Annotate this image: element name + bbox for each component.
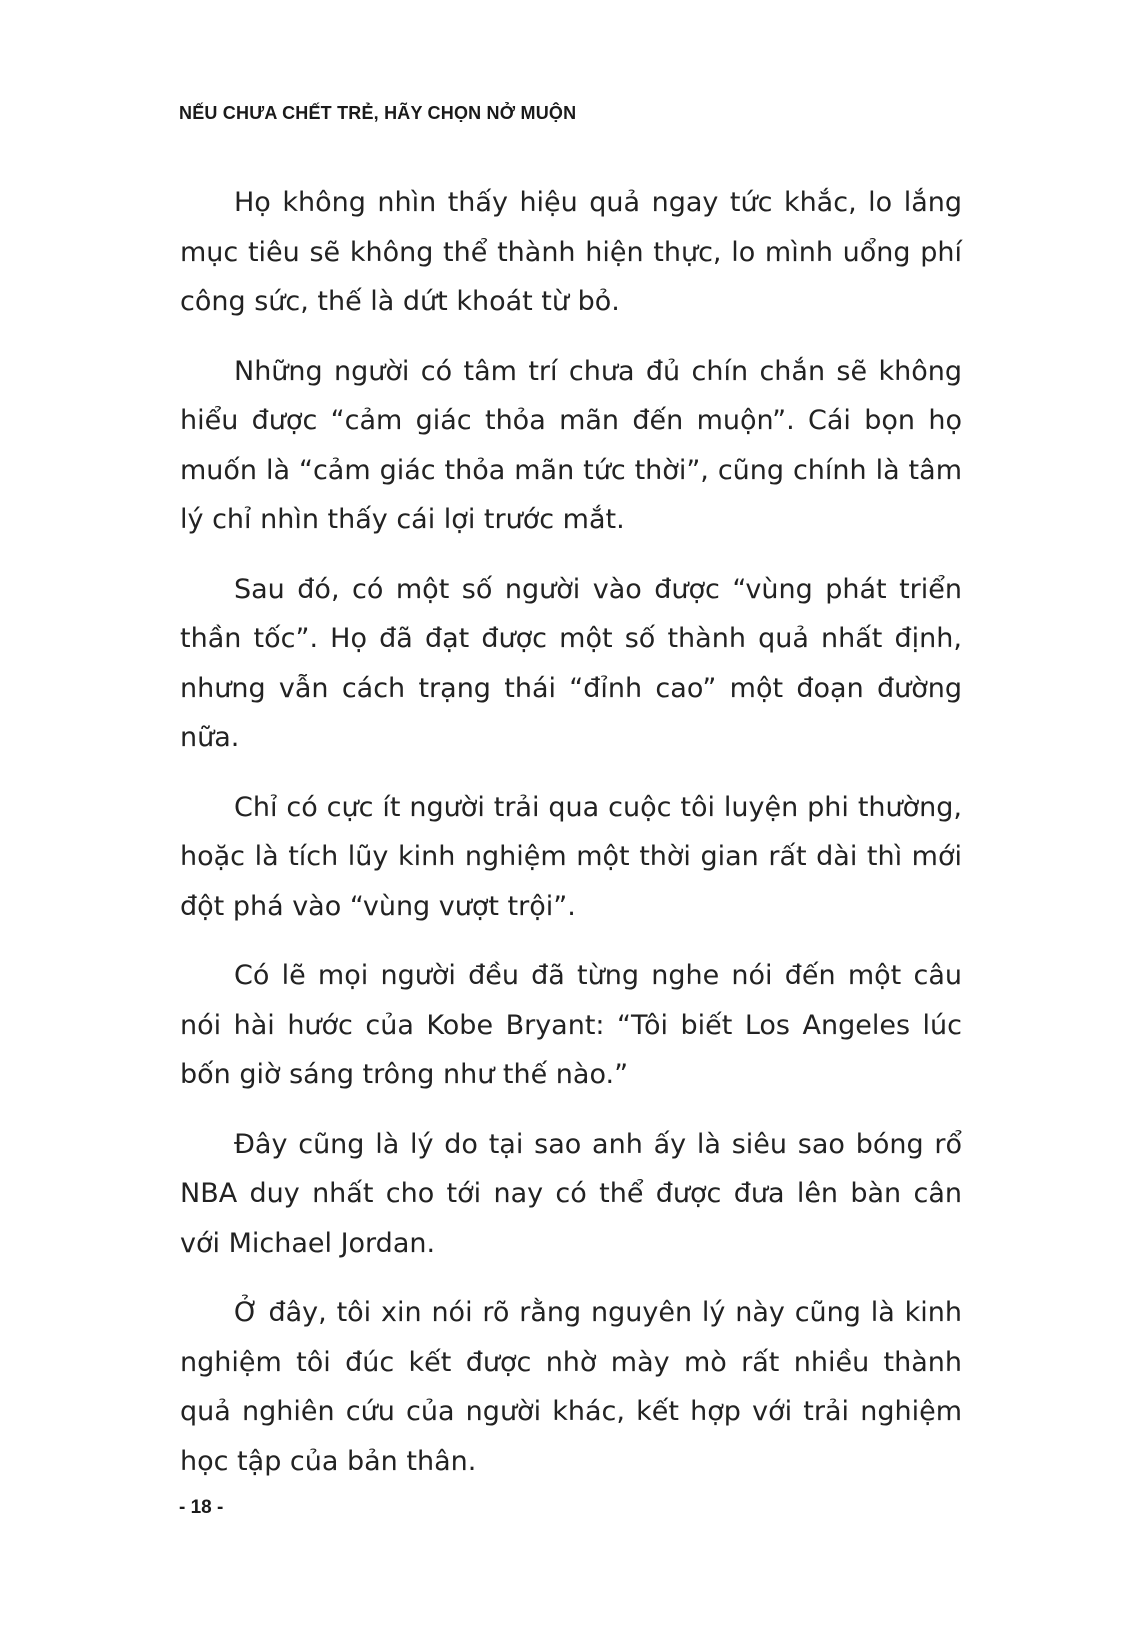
paragraph: Sau đó, có một số người vào được “vùng phát triển thần tốc”. Họ đã đạt được một số thành quả nhất định, nhưng vẫn cách trạng thái “đỉnh cao” một đoạn đường nữa. — [180, 573, 962, 753]
paragraph: Họ không nhìn thấy hiệu quả ngay tức khắc, lo lắng mục tiêu sẽ không thể thành hiện thực, lo mình uổng phí công sức, thế là dứt khoát từ bỏ. — [180, 187, 962, 317]
page-number: - 18 - — [179, 1497, 224, 1518]
paragraph: Chỉ có cực ít người trải qua cuộc tôi luyện phi thường, hoặc là tích lũy kinh nghiệm một thời gian rất dài thì mới đột phá vào “vùng vượt trội”. — [180, 791, 962, 922]
paragraph: Những người có tâm trí chưa đủ chín chắn sẽ không hiểu được “cảm giác thỏa mãn đến muộn”. Cái bọn họ muốn là “cảm giác thỏa mãn tức thời”, cũng chính là tâm lý chỉ nhìn thấy cái lợi trước mắt. — [180, 355, 962, 535]
paragraph: Ở đây, tôi xin nói rõ rằng nguyên lý này cũng là kinh nghiệm tôi đúc kết được nhờ mày mò rất nhiều thành quả nghiên cứu của người khác, kết hợp với trải nghiệm học tập của bản thân. — [180, 1297, 962, 1477]
body-text — [180, 178, 962, 1506]
paragraph: Đây cũng là lý do tại sao anh ấy là siêu sao bóng rổ NBA duy nhất cho tới nay có thể được đưa lên bàn cân với Michael Jordan. — [180, 1128, 962, 1259]
running-header: NẾU CHƯA CHẾT TRẺ, HÃY CHỌN NỞ MUỘN — [179, 103, 577, 123]
paragraph: Có lẽ mọi người đều đã từng nghe nói đến một câu nói hài hước của Kobe Bryant: “Tôi biết Los Angeles lúc bốn giờ sáng trông như thế nào.” — [180, 960, 962, 1090]
